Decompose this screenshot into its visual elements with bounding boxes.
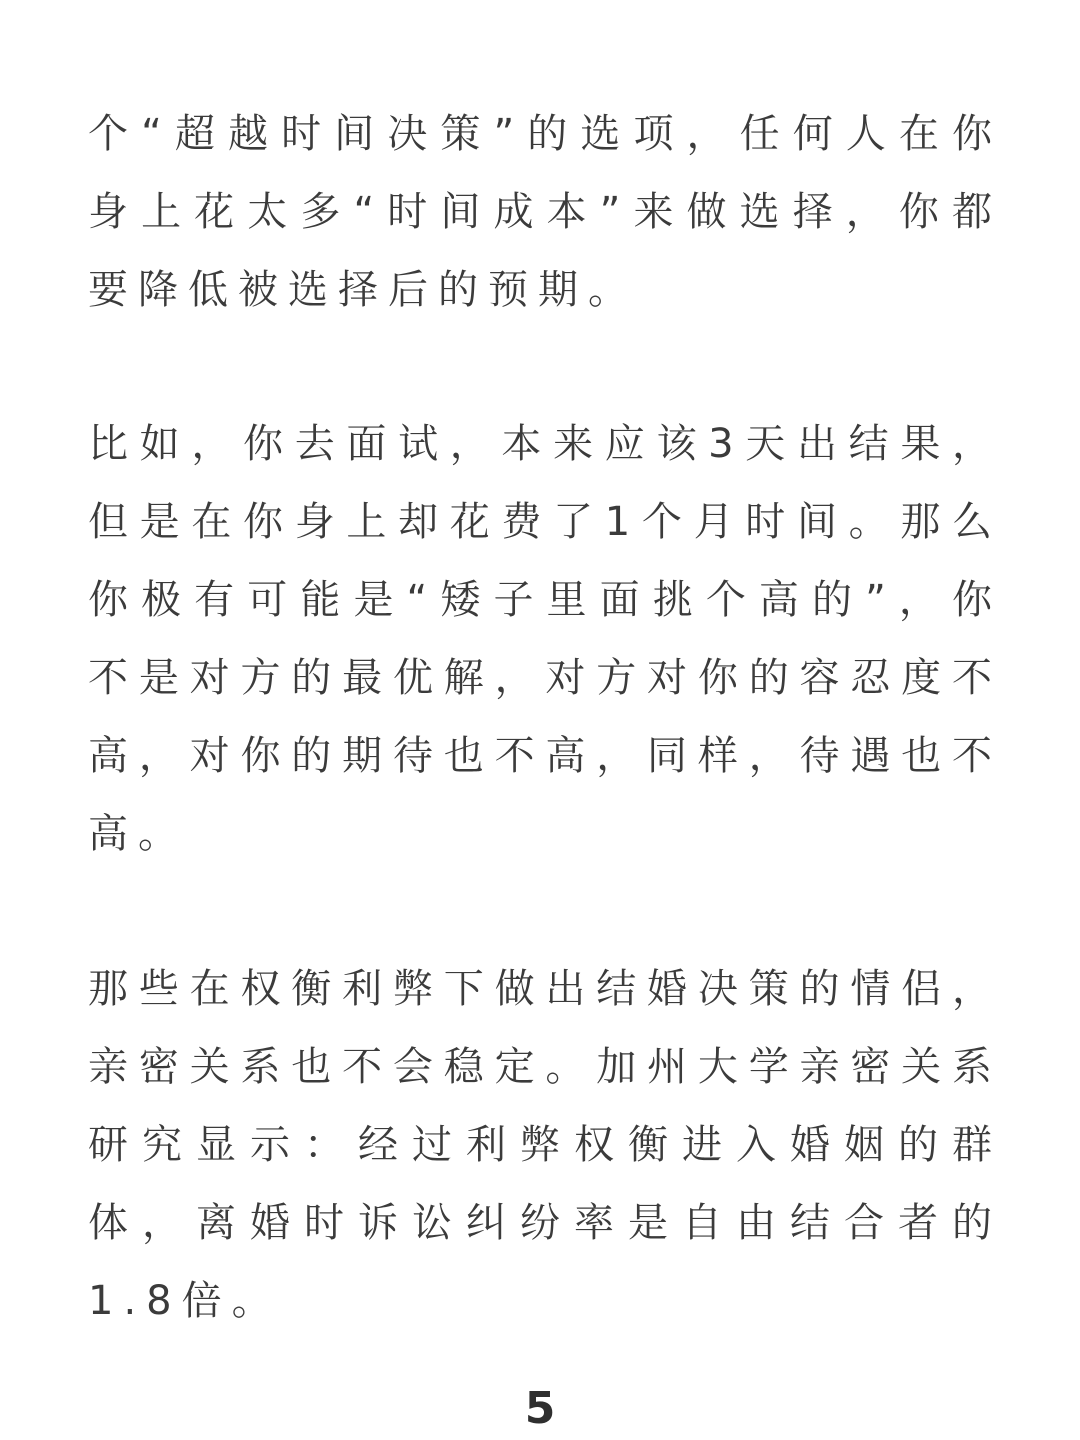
paragraph-3-line-3: 研究显示：经过利弊权衡进入婚姻的群 — [88, 1122, 992, 1168]
paragraph-2-line-6: 高。 — [88, 811, 188, 857]
paragraph-2-line-1: 比如，你去面试，本来应该3天出结果， — [88, 421, 992, 467]
page-number: 5 — [524, 1383, 556, 1434]
paragraph-1-line-2: 身上花太多“时间成本”来做选择，你都 — [88, 189, 992, 235]
paragraph-2-line-2: 但是在你身上却花费了1个月时间。那么 — [88, 499, 992, 545]
paragraph-2-line-3: 你极有可能是“矮子里面挑个高的”，你 — [88, 577, 992, 623]
paragraph-1-line-1: 个“超越时间决策”的选项，任何人在你 — [88, 111, 992, 157]
paragraph-3-line-1: 那些在权衡利弊下做出结婚决策的情侣， — [88, 966, 992, 1012]
paragraph-1-line-3: 要降低被选择后的预期。 — [88, 267, 638, 313]
paragraph-3-line-4: 体，离婚时诉讼纠纷率是自由结合者的 — [88, 1200, 992, 1246]
paragraph-3-line-2: 亲密关系也不会稳定。加州大学亲密关系 — [88, 1044, 992, 1090]
paragraph-2-line-4: 不是对方的最优解，对方对你的容忍度不 — [88, 655, 992, 701]
paragraph-3-line-5: 1.8倍。 — [88, 1278, 282, 1324]
paragraph-2-line-5: 高，对你的期待也不高，同样，待遇也不 — [88, 733, 992, 779]
